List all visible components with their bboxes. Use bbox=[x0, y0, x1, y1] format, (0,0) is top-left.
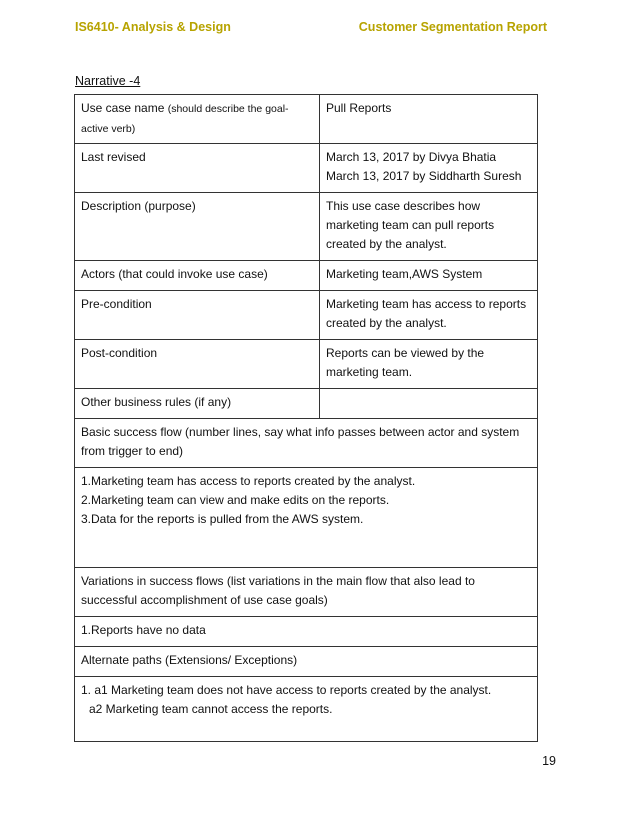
variations-label: Variations in success flows (list variations in the main flow that also lead to successful accomplishment of use case goals) bbox=[75, 568, 538, 617]
page-number: 19 bbox=[542, 754, 556, 768]
alternate-items bbox=[75, 677, 538, 742]
precondition-label: Pre-condition bbox=[75, 291, 320, 340]
table-row bbox=[75, 340, 538, 389]
table-row bbox=[75, 677, 538, 742]
use-case-name-value: Pull Reports bbox=[320, 95, 538, 144]
use-case-name-note: (should describe the goal- active verb) bbox=[81, 103, 289, 135]
last-revised-value bbox=[320, 144, 538, 193]
business-rules-label: Other business rules (if any) bbox=[75, 389, 320, 419]
course-title: IS6410- Analysis & Design bbox=[75, 20, 231, 34]
alternate-item: a2 Marketing team cannot access the reports. bbox=[89, 702, 333, 716]
table-row bbox=[75, 291, 538, 340]
precondition-value: Marketing team has access to reports created by the analyst. bbox=[320, 291, 538, 340]
variations-items bbox=[75, 617, 538, 647]
basic-flow-steps bbox=[75, 468, 538, 568]
table-row bbox=[75, 261, 538, 291]
last-revised-label: Last revised bbox=[75, 144, 320, 193]
table-row bbox=[75, 389, 538, 419]
table-row bbox=[75, 568, 538, 617]
actors-label: Actors (that could invoke use case) bbox=[75, 261, 320, 291]
table-row bbox=[75, 95, 538, 144]
actors-value: Marketing team,AWS System bbox=[320, 261, 538, 291]
report-title: Customer Segmentation Report bbox=[358, 20, 547, 34]
flow-step: 2.Marketing team can view and make edits on the reports. bbox=[81, 493, 390, 507]
description-label: Description (purpose) bbox=[75, 193, 320, 261]
revision-line: March 13, 2017 by Siddharth Suresh bbox=[326, 169, 522, 183]
use-case-table bbox=[74, 94, 538, 742]
postcondition-value: Reports can be viewed by the marketing team. bbox=[320, 340, 538, 389]
use-case-name-label bbox=[75, 95, 320, 144]
alternate-label: Alternate paths (Extensions/ Exceptions) bbox=[75, 647, 538, 677]
revision-line: March 13, 2017 by Divya Bhatia bbox=[326, 150, 497, 164]
flow-step: 1.Marketing team has access to reports created by the analyst. bbox=[81, 474, 416, 488]
alternate-item: 1. a1 Marketing team does not have access to reports created by the analyst. bbox=[81, 683, 492, 697]
table-row bbox=[75, 419, 538, 468]
table-row bbox=[75, 647, 538, 677]
narrative-title: Narrative -4 bbox=[75, 74, 141, 88]
variation-item: 1.Reports have no data bbox=[81, 623, 206, 637]
flow-step: 3.Data for the reports is pulled from the AWS system. bbox=[81, 512, 364, 526]
business-rules-value bbox=[320, 389, 538, 419]
use-case-name-label-text: Use case name bbox=[81, 101, 165, 115]
table-row bbox=[75, 468, 538, 568]
basic-flow-label: Basic success flow (number lines, say what info passes between actor and system from trigger to end) bbox=[75, 419, 538, 468]
table-row bbox=[75, 617, 538, 647]
description-value: This use case describes how marketing team can pull reports created by the analyst. bbox=[320, 193, 538, 261]
table-row bbox=[75, 193, 538, 261]
postcondition-label: Post-condition bbox=[75, 340, 320, 389]
table-row bbox=[75, 144, 538, 193]
